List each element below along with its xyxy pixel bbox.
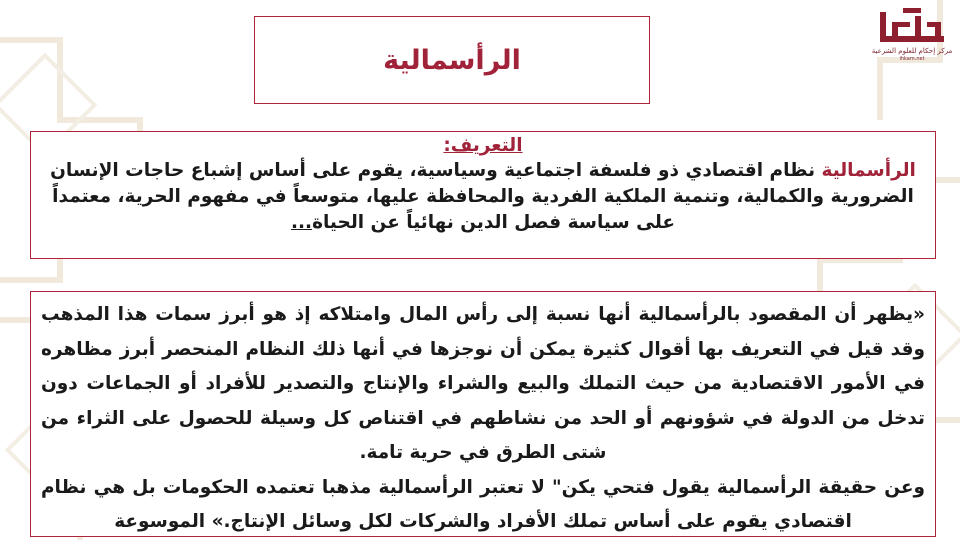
quote-paragraph-2: وعن حقيقة الرأسمالية يقول فتحي يكن" لا تعتبر الرأسمالية مذهبا تعتمده الحكومات بل هي نظام اقتصادي يقوم على أساس تملك الأفراد والشركات لكل وسائل الإنتاج.» الموسوعة [41,476,925,532]
quote-paragraph-1: «يظهر أن المقصود بالرأسمالية أنها نسبة إلى رأس المال وامتلاكه إذ هو أبرز سمات هذا المذهب وقد قيل في التعريف بها أقوال كثيرة يمكن أن نوجزها في أنها ذلك النظام المنحصر أبرز مظاهره في الأمور الاقتصادية من حيث التملك والبيع والشراء والإنتاج والتصدير للأفراد أو الجماعات دون تدخل من الدولة في شؤونهم أو الحد من نشاطهم في اقتناص كل وسيلة للحصول على الثراء من شتى الطرق في حرية تامة. [41,304,925,463]
definition-term: الرأسمالية [821,160,916,181]
definition-heading: التعريف: [443,135,523,156]
logo-subtitle-small: ihkam.net [899,56,925,62]
page-title: الرأسمالية [383,44,521,76]
logo-subtitle: مركز إحكام للعلوم الشرعية [871,47,953,55]
definition-body: نظام اقتصادي ذو فلسفة اجتماعية وسياسية، يقوم على أساس إشباع حاجات الإنسان الضرورية والكمالية، وتنمية الملكية الفردية والمحافظة عليها، متوسعاً في مفهوم الحرية، معتمداً على سياسة فصل الدين نهائياً عن الحياة [50,160,914,233]
logo-mark-icon [877,6,947,46]
logo [870,6,954,70]
definition-box [30,131,936,259]
logo-mark-text: إحكام [912,6,915,7]
title-box [254,16,650,104]
definition-tail: ... [290,212,313,233]
quote-box [30,291,936,537]
